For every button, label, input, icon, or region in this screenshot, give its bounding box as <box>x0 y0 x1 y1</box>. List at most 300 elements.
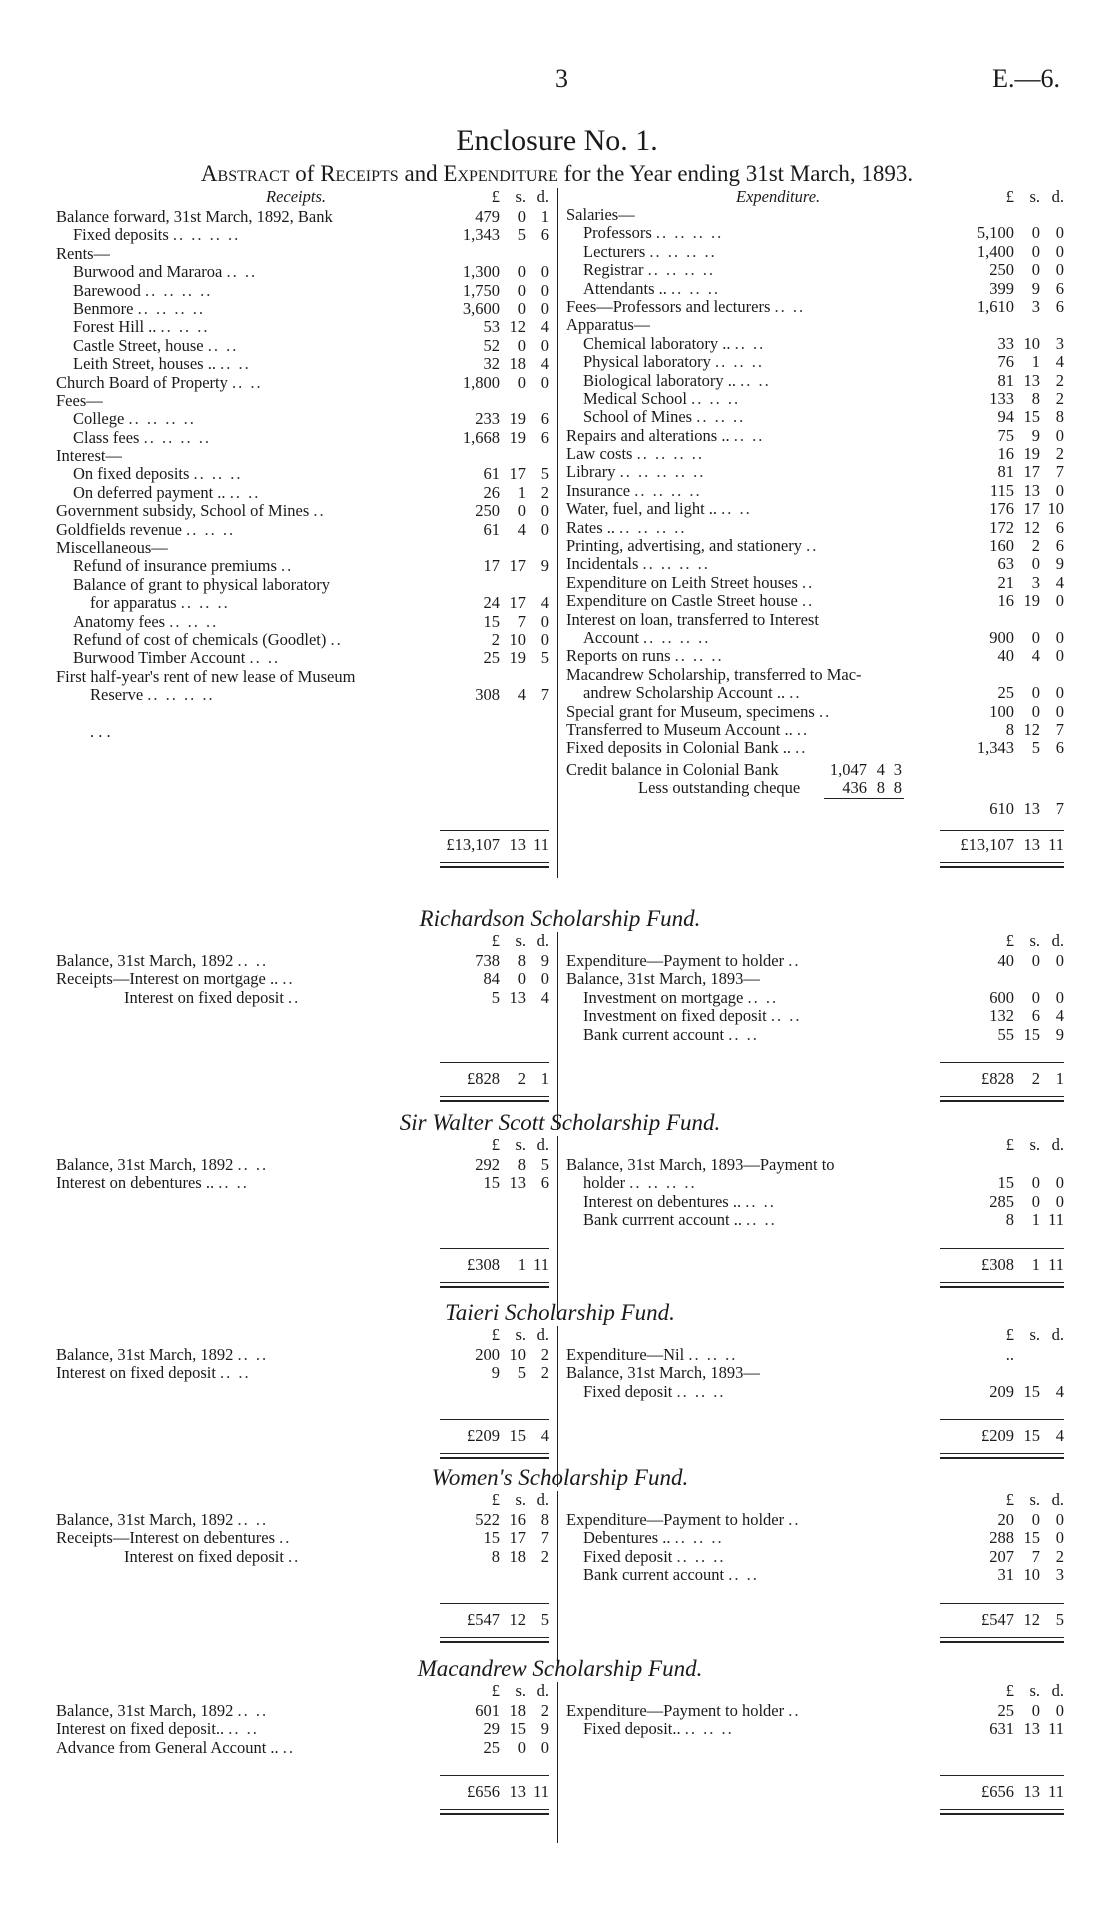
amount-pounds: 25 <box>483 648 500 668</box>
total-rule-right <box>940 830 1064 831</box>
amount-pounds: 522 <box>475 1510 500 1529</box>
receipt-line-item <box>56 484 549 502</box>
expenditure-line-item <box>566 463 1064 481</box>
amount-pounds: 209 <box>989 1381 1014 1401</box>
leader-dots: .. <box>788 1511 801 1529</box>
amount-shillings: 12 <box>1023 719 1040 739</box>
amount-pounds: 200 <box>475 1345 500 1364</box>
fund-receipts <box>56 1702 549 1757</box>
credit-balance-label: Credit balance in Colonial Bank <box>566 760 779 779</box>
amount-pence: 2 <box>540 1546 549 1566</box>
receipt-line-item <box>56 429 549 447</box>
expenditure-line-item <box>566 298 1064 316</box>
item-description: Special grant for Museum, specimens .. <box>566 702 832 721</box>
total-rule <box>440 1419 549 1420</box>
money-header: £ s. d. <box>1005 931 1064 950</box>
amount-shillings: 4 <box>1031 646 1040 666</box>
amount-shillings: 1 <box>1031 352 1040 372</box>
amount-pounds: 1,400 <box>976 241 1014 261</box>
amount-shillings: 0 <box>1031 627 1040 647</box>
item-description: Fixed deposit .. .. .. <box>583 1382 726 1401</box>
amount-pounds: 16 <box>997 591 1014 611</box>
amount-pounds: 133 <box>989 388 1014 408</box>
expenditure-line-item <box>566 482 1064 500</box>
leader-dots: .. .. .. <box>160 318 210 337</box>
item-description: Advance from General Account .. .. <box>56 1738 296 1757</box>
amount-pence: 0 <box>540 629 549 649</box>
leader-dots: .. .. <box>237 952 269 970</box>
amount-shillings: 13 <box>509 987 526 1007</box>
fund-title: Sir Walter Scott Scholarship Fund. <box>399 1110 721 1135</box>
leader-dots: .. .. <box>770 1007 802 1026</box>
receipt-line-item <box>56 263 549 281</box>
fund-expenditure <box>566 1346 1064 1401</box>
amount-pounds: 288 <box>989 1528 1014 1548</box>
amount-shillings: 1 <box>517 482 526 502</box>
item-description: Burwood Timber Account .. .. <box>73 649 281 668</box>
leader-dots: .. .. .. <box>169 612 219 631</box>
amount-pence: 7 <box>1055 719 1064 739</box>
expenditure-line-item <box>566 206 1064 224</box>
expenditure-line-item <box>566 1702 1064 1720</box>
amount-shillings: 9 <box>1031 278 1040 298</box>
amount-pounds: 16 <box>997 444 1014 464</box>
page-number: 3 <box>555 64 568 93</box>
leader-dots: .. .. <box>733 426 765 445</box>
leader-dots: .. <box>282 970 295 989</box>
item-description: Repairs and alterations .. .. .. <box>566 426 765 445</box>
item-description: Interest on fixed deposit .. <box>124 988 301 1007</box>
item-description: Forest Hill .. .. .. .. <box>73 318 210 337</box>
expenditure-line-item <box>566 500 1064 518</box>
receipt-line-item <box>56 1529 549 1547</box>
amount-shillings: 15 <box>1023 407 1040 427</box>
leader-dots: .. <box>288 1547 301 1566</box>
fund-total-right: £547 12 5 <box>981 1609 1064 1629</box>
leader-dots: .. .. .. .. <box>137 299 205 318</box>
double-rule <box>440 1096 549 1102</box>
amount-pounds: 61 <box>483 519 500 539</box>
amount-shillings: 0 <box>1031 241 1040 261</box>
total-rule <box>940 1062 1064 1063</box>
total-rule <box>940 1248 1064 1249</box>
receipt-line-item <box>56 576 549 594</box>
amount-shillings: 12 <box>509 317 526 337</box>
amount-shillings: 15 <box>1023 1024 1040 1044</box>
item-description: Medical School .. .. .. <box>583 389 741 408</box>
item-description: On fixed deposits .. .. .. <box>73 465 243 484</box>
item-description: Interest on debentures .. .. .. <box>56 1174 249 1193</box>
amount-pence: 0 <box>1055 480 1064 500</box>
amount-shillings: 17 <box>509 556 526 576</box>
amount-pounds: 25 <box>997 1701 1014 1720</box>
amount-pence: 0 <box>1055 1173 1064 1193</box>
amount-shillings: 18 <box>509 354 526 374</box>
amount-shillings: 5 <box>517 225 526 245</box>
item-description: Bank current account .. .. <box>583 1566 759 1585</box>
fund-total-left: £209 15 4 <box>467 1426 549 1446</box>
item-description: Fixed deposit .. .. .. <box>583 1547 726 1566</box>
amount-pounds: 600 <box>989 987 1014 1007</box>
amount-pence: 6 <box>540 1173 549 1193</box>
amount-pence: 2 <box>540 482 549 502</box>
amount-shillings: 0 <box>1031 1173 1040 1193</box>
amount-shillings: 8 <box>517 951 526 970</box>
leader-dots: .. .. <box>237 1702 269 1720</box>
leader-dots: .. .. <box>774 297 806 316</box>
item-description: Registrar .. .. .. .. <box>583 261 715 280</box>
amount-pounds: 26 <box>483 482 500 502</box>
amount-pounds: 76 <box>997 352 1014 372</box>
amount-shillings: 8 <box>1031 388 1040 408</box>
fund-expenditure <box>566 952 1064 1044</box>
item-description: holder .. .. .. .. <box>583 1174 697 1193</box>
amount-pounds: 100 <box>989 701 1014 721</box>
expenditure-line-item <box>566 1174 1064 1192</box>
amount-pence: 0 <box>1055 260 1064 280</box>
leader-dots: .. <box>796 720 810 739</box>
amount-shillings: 13 <box>1023 370 1040 390</box>
item-description: Interest on fixed deposit .. .. <box>56 1364 251 1383</box>
amount-pounds: 15 <box>483 1528 500 1548</box>
leader-dots: .. .. <box>728 1025 759 1044</box>
amount-pounds: 1,610 <box>976 296 1014 316</box>
leader-dots: .. .. <box>207 336 239 355</box>
money-header: £ s. d. <box>1005 1681 1064 1700</box>
receipt-line-item <box>56 282 549 300</box>
expenditure-line-item <box>566 427 1064 445</box>
amount-pounds: 63 <box>997 554 1014 574</box>
amount-pounds: 9 <box>491 1363 500 1383</box>
amount-pence: 9 <box>540 1719 549 1739</box>
amount-shillings: 0 <box>517 969 526 989</box>
amount-pounds: 132 <box>989 1006 1014 1026</box>
expenditure-line-item <box>566 647 1064 665</box>
leader-dots: .. .. .. .. <box>643 628 711 647</box>
leader-dots: .. .. .. <box>688 1346 738 1364</box>
fund-total-right: £656 13 11 <box>981 1782 1064 1802</box>
scholarship-fund <box>56 1656 1064 1826</box>
amount-pounds: 40 <box>997 951 1014 970</box>
receipts-header: Receipts. £ s. d. <box>266 187 549 206</box>
leader-dots: .. <box>330 630 343 649</box>
item-description: Refund of insurance premiums .. <box>73 557 294 576</box>
amount-pounds: 53 <box>483 317 500 337</box>
item-description: Bank currrent account .. .. .. <box>583 1211 777 1230</box>
expenditure-line-item <box>566 353 1064 371</box>
receipt-line-item <box>56 1364 549 1382</box>
receipt-line-item <box>56 208 549 226</box>
amount-pounds: 1,343 <box>976 738 1014 758</box>
amount-shillings: 15 <box>1023 1528 1040 1548</box>
amount-shillings: 1 <box>1031 1210 1040 1230</box>
amount-shillings: 5 <box>1031 738 1040 758</box>
leader-dots: .. .. <box>220 355 251 374</box>
expenditure-line-item <box>566 970 1064 988</box>
amount-pence: 9 <box>1055 554 1064 574</box>
leader-dots: .. <box>802 573 815 592</box>
item-description: Balance, 31st March, 1893— <box>566 970 760 989</box>
receipt-line-item <box>56 1511 549 1529</box>
amount-shillings: 7 <box>1031 1546 1040 1566</box>
money-header: £ s. d. <box>491 1135 549 1154</box>
double-rule <box>440 1809 549 1815</box>
leader-dots: .. .. .. .. <box>172 226 241 245</box>
item-description: Expenditure—Payment to holder .. <box>566 1702 801 1720</box>
item-description: Class fees .. .. .. .. <box>73 428 211 447</box>
receipt-line-item <box>56 952 549 970</box>
amount-shillings: 19 <box>509 427 526 447</box>
total-rule-left <box>440 830 549 831</box>
leader-dots: .. .. .. <box>714 353 764 372</box>
amount-shillings: 0 <box>1031 701 1040 721</box>
amount-pence: 0 <box>1055 627 1064 647</box>
credit-balance-shillings: 4 <box>876 760 885 779</box>
item-description: Macandrew Scholarship, transferred to Mac- <box>566 665 862 684</box>
item-description: Fees—Professors and lecturers .. .. <box>566 297 806 316</box>
item-description: Reports on runs .. .. .. <box>566 647 724 666</box>
amount-shillings: 0 <box>1031 1191 1040 1211</box>
item-description: Barewood .. .. .. .. <box>73 281 213 300</box>
amount-shillings: 17 <box>509 593 526 613</box>
fund-total-left: £547 12 5 <box>467 1609 549 1629</box>
amount-pence: 6 <box>540 427 549 447</box>
amount-pence: 2 <box>540 1701 549 1720</box>
receipt-line-item <box>56 355 549 373</box>
item-description: Burwood and Mararoa .. .. <box>73 263 258 282</box>
amount-shillings: 5 <box>517 1363 526 1383</box>
amount-pounds: 5 <box>491 987 500 1007</box>
amount-pence: 6 <box>1055 536 1064 556</box>
item-description: Chemical laboratory .. .. .. <box>583 334 766 353</box>
item-description: Balance, 31st March, 1892 .. .. <box>56 952 269 970</box>
expenditure-line-item <box>566 989 1064 1007</box>
amount-pence: 2 <box>540 1363 549 1383</box>
leader-dots: .. .. .. .. <box>144 281 213 300</box>
leader-dots: .. .. .. .. <box>128 410 196 429</box>
expenditure-list <box>566 206 1064 758</box>
expenditure-line-item <box>566 1156 1064 1174</box>
amount-pence: 2 <box>1055 1546 1064 1566</box>
expenditure-line-item <box>566 224 1064 242</box>
money-header: £ s. d. <box>1005 1325 1064 1344</box>
outstanding-cheque-pence: 8 <box>893 778 902 797</box>
money-header: £ s. d. <box>1005 1490 1064 1509</box>
leader-dots: .. .. .. .. <box>143 428 211 447</box>
amount-shillings: 0 <box>517 372 526 392</box>
double-rule <box>940 1809 1064 1815</box>
expenditure-line-item <box>566 666 1064 684</box>
expenditure-line-item <box>566 537 1064 555</box>
money-header: £ s. d. <box>491 931 549 950</box>
receipt-line-item <box>56 1739 549 1757</box>
amount-pounds: 31 <box>997 1565 1014 1585</box>
expenditure-line-item <box>566 519 1064 537</box>
item-description: Debentures .. .. .. .. <box>583 1529 724 1548</box>
item-description: Expenditure on Leith Street houses .. <box>566 573 815 592</box>
amount-pounds: 479 <box>475 207 500 226</box>
item-description: Fixed deposit.. .. .. .. <box>583 1720 734 1739</box>
amount-shillings: 12 <box>1023 517 1040 537</box>
expenditure-line-item <box>566 445 1064 463</box>
item-description: Insurance .. .. .. .. <box>566 481 702 500</box>
leader-dots: .. .. .. .. <box>636 445 704 464</box>
outstanding-cheque-label: Less outstanding cheque <box>638 778 801 797</box>
receipt-line-item <box>56 392 549 410</box>
amount-shillings: 13 <box>509 1173 526 1193</box>
leader-dots: .. .. .. .. <box>629 1174 697 1193</box>
double-rule <box>440 1637 549 1643</box>
amount-pence: 6 <box>1055 517 1064 537</box>
amount-pence: 0 <box>540 372 549 392</box>
amount-pounds: 52 <box>483 335 500 355</box>
scholarship-fund <box>56 1110 1064 1282</box>
item-description: Interest— <box>56 447 122 466</box>
amount-pounds: 84 <box>483 969 500 989</box>
item-description: Expenditure on Castle Street house .. <box>566 592 815 611</box>
amount-shillings: 17 <box>1023 462 1040 482</box>
expenditure-line-item <box>566 952 1064 970</box>
item-description: Water, fuel, and light .. .. .. <box>566 500 752 519</box>
amount-shillings: 3 <box>1031 296 1040 316</box>
item-description: Interest on fixed deposit.. .. .. <box>56 1720 259 1739</box>
outstanding-cheque-pounds: 436 <box>842 778 867 797</box>
amount-pounds: 8 <box>1005 719 1014 739</box>
amount-pence: 0 <box>540 262 549 282</box>
item-description: Benmore .. .. .. .. <box>73 299 205 318</box>
leader-dots: .. .. .. <box>691 389 741 408</box>
total-rule <box>940 1603 1064 1604</box>
leader-dots: .. <box>789 684 802 703</box>
amount-pounds: 2 <box>491 629 500 649</box>
expenditure-line-item <box>566 592 1064 610</box>
leader-dots: .. .. .. <box>674 1529 724 1548</box>
amount-pounds: 308 <box>475 685 500 705</box>
double-rule <box>940 1282 1064 1288</box>
amount-shillings: 10 <box>1023 1565 1040 1585</box>
amount-shillings: 0 <box>1031 1510 1040 1529</box>
expenditure-line-item <box>566 703 1064 721</box>
item-description: Expenditure—Payment to holder .. <box>566 1511 801 1529</box>
item-description: Goldfields revenue .. .. .. <box>56 520 236 539</box>
item-description: Physical laboratory .. .. .. <box>583 353 764 372</box>
amount-pence: 1 <box>540 207 549 226</box>
amount-shillings: 4 <box>517 519 526 539</box>
amount-shillings: 2 <box>1031 536 1040 556</box>
amount-shillings: 19 <box>1023 444 1040 464</box>
amount-shillings: 16 <box>509 1510 526 1529</box>
leader-dots: .. .. <box>747 988 779 1007</box>
item-description: Reserve .. .. .. .. <box>90 686 215 705</box>
expenditure-line-item <box>566 408 1064 426</box>
amount-pence: 7 <box>540 1528 549 1548</box>
leader-dots: .. .. <box>734 334 766 353</box>
amount-shillings: 0 <box>1031 554 1040 574</box>
expenditure-line-item <box>566 555 1064 573</box>
outstanding-cheque-shillings: 8 <box>876 778 885 797</box>
double-rule <box>940 1453 1064 1459</box>
double-rule <box>940 1096 1064 1102</box>
amount-pounds: 1,668 <box>462 427 500 447</box>
amount-pounds: 25 <box>997 683 1014 703</box>
double-rule <box>440 1453 549 1459</box>
receipt-line-item <box>56 705 549 723</box>
amount-shillings: 0 <box>517 501 526 521</box>
leader-dots: .. .. .. .. <box>642 555 710 574</box>
scholarship-fund <box>56 1300 1064 1448</box>
amount-pounds: 20 <box>997 1510 1014 1529</box>
receipt-line-item <box>56 970 549 988</box>
expenditure-line-item <box>566 1364 1064 1382</box>
item-description: Balance, 31st March, 1892 .. .. <box>56 1702 269 1720</box>
expenditure-line-item <box>566 390 1064 408</box>
amount-shillings: 18 <box>509 1701 526 1720</box>
leader-dots: .. .. <box>231 373 263 392</box>
money-header: £ s. d. <box>491 1490 549 1509</box>
amount-pence: 7 <box>540 685 549 705</box>
amount-pence: 0 <box>1055 425 1064 445</box>
leader-dots: .. .. <box>237 1511 269 1529</box>
amount-pence: 4 <box>540 987 549 1007</box>
item-description: Interest on fixed deposit .. <box>124 1547 301 1566</box>
item-description: Receipts—Interest on debentures .. <box>56 1529 292 1548</box>
amount-pounds: 17 <box>483 556 500 576</box>
amount-pounds: 900 <box>989 627 1014 647</box>
receipt-line-item <box>56 989 549 1007</box>
fund-receipts <box>56 952 549 1007</box>
item-description: Refund of cost of chemicals (Goodlet) .. <box>73 630 343 649</box>
column-divider <box>557 188 558 878</box>
leader-dots: .. .. .. .. <box>147 686 215 705</box>
amount-shillings: 7 <box>517 611 526 631</box>
amount-pence: 4 <box>1055 1381 1064 1401</box>
leader-dots: .. .. <box>237 1346 269 1364</box>
receipt-line-item <box>56 410 549 428</box>
total-receipts: £13,107 13 11 <box>446 835 549 854</box>
amount-shillings: 0 <box>1031 260 1040 280</box>
amount-pence: 0 <box>540 969 549 989</box>
receipt-line-item <box>56 557 549 575</box>
item-description: School of Mines .. .. .. <box>583 408 746 427</box>
amount-pence: 3 <box>1055 1565 1064 1585</box>
scholarship-fund <box>56 1465 1064 1639</box>
amount-pounds: 29 <box>483 1719 500 1739</box>
amount-pounds: 1,300 <box>462 262 500 282</box>
amount-pence: 0 <box>540 298 549 318</box>
receipt-line-item <box>56 668 549 686</box>
leader-dots: .. <box>313 502 326 521</box>
item-description: Library .. .. .. .. .. <box>566 463 706 482</box>
amount-pounds: 33 <box>997 333 1014 353</box>
page-reference: E.—6. <box>992 64 1060 93</box>
fund-receipts <box>56 1346 549 1383</box>
amount-pounds: 207 <box>989 1546 1014 1566</box>
fund-title: Women's Scholarship Fund. <box>431 1465 689 1490</box>
item-description: Anatomy fees .. .. .. <box>73 612 219 631</box>
amount-pence: 0 <box>1055 1528 1064 1548</box>
item-description: Professors .. .. .. .. <box>583 224 724 243</box>
column-divider <box>557 1326 558 1487</box>
amount-shillings: 0 <box>517 335 526 355</box>
amount-pence: 0 <box>1055 683 1064 703</box>
leader-dots: .. .. .. .. <box>634 481 702 500</box>
receipts-list <box>56 208 549 741</box>
fund-title: Richardson Scholarship Fund. <box>419 906 701 931</box>
expenditure-line-item <box>566 739 1064 757</box>
double-rule <box>440 1282 549 1288</box>
amount-shillings: 9 <box>1031 425 1040 445</box>
receipt-line-item <box>56 245 549 263</box>
